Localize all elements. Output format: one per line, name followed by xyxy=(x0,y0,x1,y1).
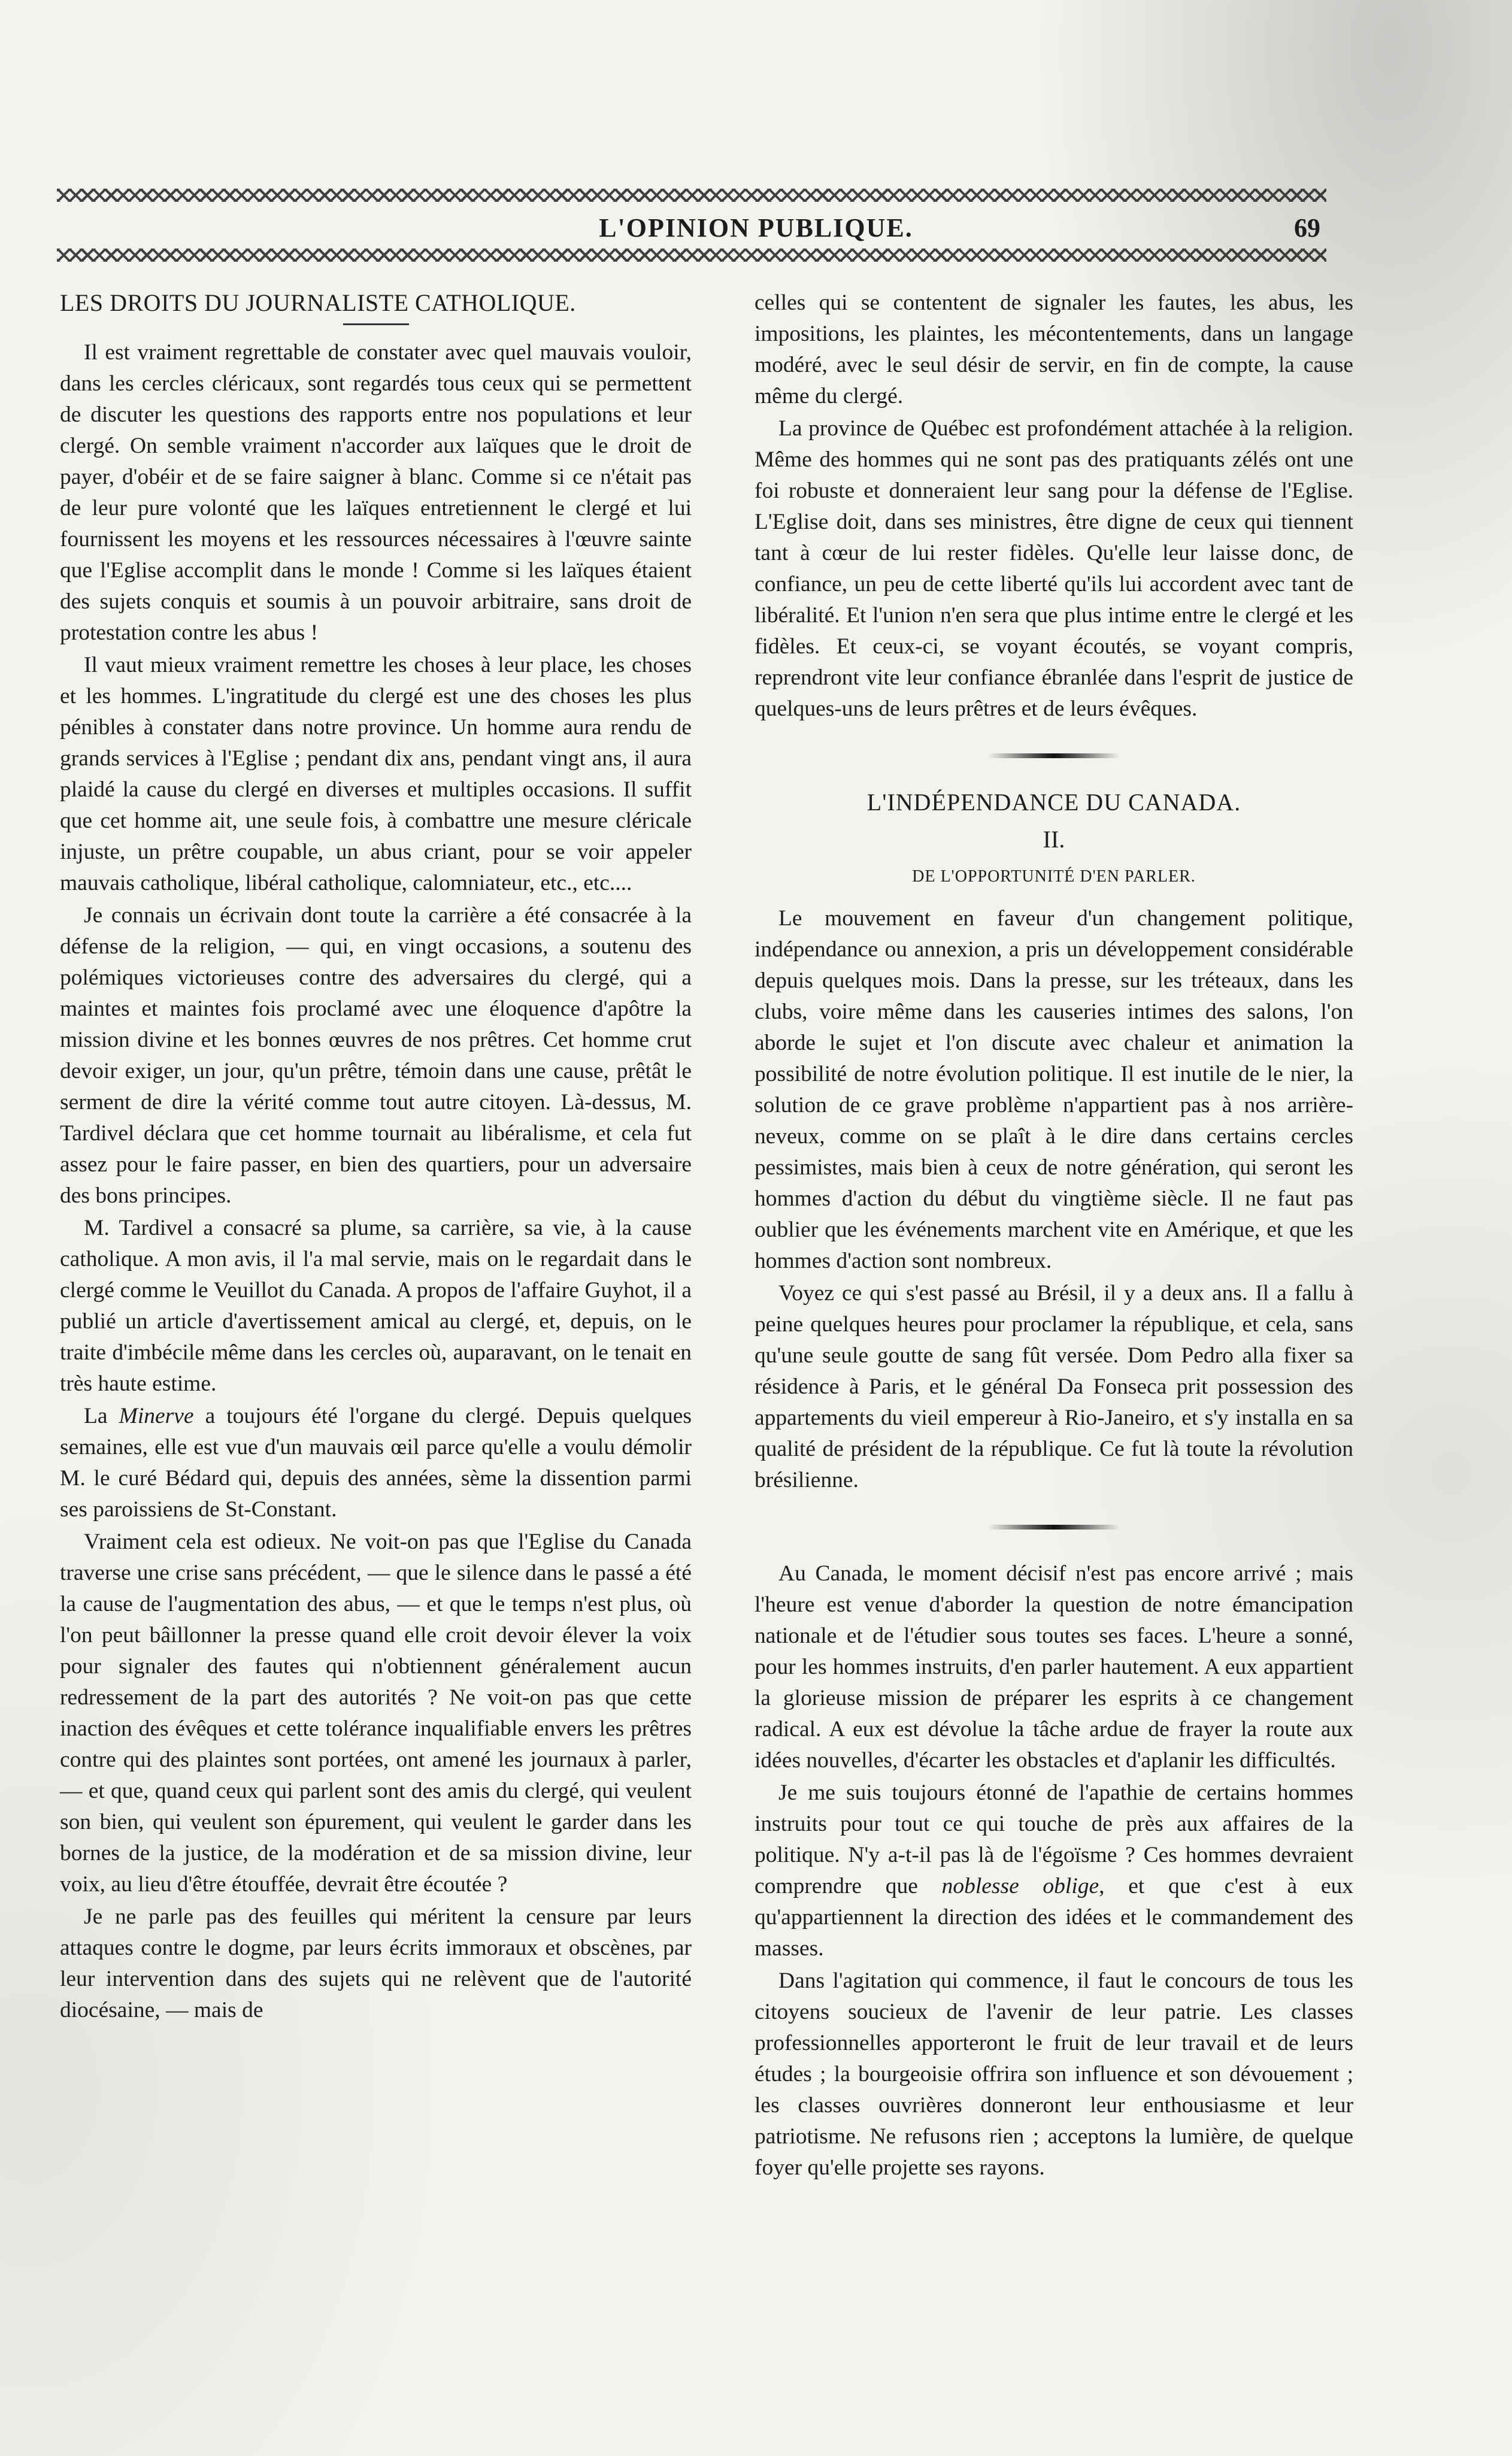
section-ornament xyxy=(988,753,1120,758)
paragraph-minerve xyxy=(60,1401,692,1525)
page-number: 69 xyxy=(1294,213,1320,243)
section-ornament xyxy=(988,1525,1120,1530)
noblesse-oblige-phrase: noblesse oblige xyxy=(941,1874,1099,1898)
header-rule-bottom xyxy=(57,249,1326,262)
article-heading-left: LES DROITS DU JOURNALISTE CATHOLIQUE. xyxy=(60,289,576,316)
paragraph: celles qui se contentent de signaler les fautes, les abus, les impositions, les plaintes, les mécontentements, dans un langage modéré, avec le seul désir de servir, en fin de compte, la cause même du clergé. xyxy=(755,290,1353,408)
paragraph: Il vaut mieux vraiment remettre les choses à leur place, les choses et les hommes. L'ingratitude du clergé est une des choses les plus pénibles à constater dans notre province. Un homme aura rendu de grands services à l'Eglise ; pendant dix ans, pendant vingt ans, il aura plaidé la cause du clergé en diverses et multiples occasions. Il suffit que cet homme ait, une seule fois, à combattre une mesure cléricale injuste, un prêtre coupable, un abus criant, pour se voir appeler mauvais catholique, libéral catholique, calomniateur, etc., etc.... xyxy=(60,653,692,895)
page-title: L'OPINION PUBLIQUE. xyxy=(599,213,913,243)
text-run: a toujours été l'organe du clergé. Depuis quelques semaines, elle est vue d'un mauvais œil parce qu'elle a voulu démolir M. le curé Bédard qui, depuis des années, sème la dissention parmi ses paroissiens de St-Constant. xyxy=(60,1404,692,1522)
paragraph: Voyez ce qui s'est passé au Brésil, il y a deux ans. Il a fallu à peine quelques heures pour proclamer la république, et cela, sans qu'une seule goutte de sang fût versée. Dom Pedro alla fixer sa résidence à Paris, et le général Da Fonseca prit possession des appartements du vieil empereur à Rio-Janeiro, et s'y installa en sa qualité de président de la république. Ce fut là toute la révolution brésilienne. xyxy=(755,1281,1353,1492)
left-column xyxy=(60,287,692,2027)
paragraph: Dans l'agitation qui commence, il faut le concours de tous les citoyens soucieux de l'avenir de leur patrie. Les classes professionnelles apporteront le fruit de leur travail et de leurs études ; la bourgeoisie offrira son influence et son dévouement ; les classes ouvrières donneront leur enthousiasme et leur patriotisme. Ne refusons rien ; acceptons la lumière, de quelque foyer qu'elle projette ses rayons. xyxy=(755,1969,1353,2180)
section-subtitle: DE L'OPPORTUNITÉ D'EN PARLER. xyxy=(912,867,1196,886)
paragraph: La province de Québec est profondément attachée à la religion. Même des hommes qui ne sont pas des pratiquants zélés ont une foi robuste et donneraient leur sang pour la défense de l'Eglise. L'Eglise doit, dans ses ministres, être digne de ceux qui tiennent tant à cœur de lui rester fidèles. Qu'elle leur laisse donc, de confiance, un peu de cette liberté qu'ils lui accordent avec tant de libéralité. Et l'union n'en sera que plus intime entre le clergé et les fidèles. Et ceux-ci, se voyant écoutés, se voyant compris, reprendront vite leur confiance ébranlée dans l'esprit de justice de quelques-uns de leurs prêtres et de leurs évêques. xyxy=(755,416,1353,721)
paragraph-noblesse xyxy=(755,1777,1353,1964)
heading-dash xyxy=(343,323,409,325)
paragraph: Il est vraiment regrettable de constater avec quel mauvais vouloir, dans les cercles cléricaux, sont regardés tous ceux qui se permettent de discuter les questions des rapports entre nos populations et leur clergé. On semble vraiment n'accorder aux laïques que le droit de payer, d'obéir et de se faire saigner à blanc. Comme si ce n'était pas de leur pure volonté que les laïques entretiennent le clergé et lui fournissent les moyens et les ressources nécessaires à l'œuvre sainte que l'Eglise accomplit dans le monde ! Comme si les laïques étaient des sujets conquis et soumis à un pouvoir arbitraire, sans droit de protestation contre les abus ! xyxy=(60,340,692,645)
text-run: La xyxy=(84,1404,119,1428)
paragraph: Je ne parle pas des feuilles qui méritent la censure par leurs attaques contre le dogme, par leurs écrits immoraux et obscènes, par leur intervention dans des sujets qui ne relèvent que de l'autorité diocésaine, — mais de xyxy=(60,1904,692,2022)
paragraph: Le mouvement en faveur d'un changement politique, indépendance ou annexion, a pris un développement considérable depuis quelques mois. Dans la presse, sur les tréteaux, dans les clubs, voire même dans les causeries intimes des salons, l'on aborde le sujet et l'on discute avec chaleur et animation la possibilité de notre évolution politique. Il est inutile de le nier, la solution de ce grave problème n'appartient pas à nos arrière-neveux, comme on se plaît à le dire dans certains cercles pessimistes, mais bien à ceux de notre génération, qui seront les hommes d'action du début du vingtième siècle. Il ne faut pas oublier que les événements marchent vite en Amérique, et que les hommes d'action sont nombreux. xyxy=(755,906,1353,1273)
article-heading-right: L'INDÉPENDANCE DU CANADA. xyxy=(866,789,1241,816)
paragraph: Au Canada, le moment décisif n'est pas encore arrivé ; mais l'heure est venue d'aborder la question de notre émancipation nationale et de l'étudier sous toutes ses faces. L'heure a sonné, pour les hommes instruits, d'en parler hautement. A eux appartient la glorieuse mission de préparer les esprits à ce changement radical. A eux est dévolue la tâche ardue de frayer la route aux idées nouvelles, d'écarter les obstacles et d'aplanir les difficultés. xyxy=(755,1561,1353,1773)
text-run: , et que c'est à eux qu'appartiennent la direction des idées et le commandement des masses. xyxy=(755,1874,1353,1961)
paragraph: Je connais un écrivain dont toute la carrière a été consacrée à la défense de la religion, — qui, en vingt occasions, a soutenu des polémiques victorieuses contre des adversaires du clergé, qui a maintes et maintes fois proclamé avec une éloquence d'apôtre la mission divine et les bonnes œuvres de nos prêtres. Cet homme crut devoir exiger, un jour, qu'un prêtre, témoin dans une cause, prêtât le serment de dire la vérité comme tout autre citoyen. Là-dessus, M. Tardivel déclara que cet homme tournait au libéralisme, et cela fut assez pour le faire passer, en bien des quartiers, pour un adversaire des bons principes. xyxy=(60,903,692,1208)
right-column xyxy=(755,287,1353,2185)
paragraph: Vraiment cela est odieux. Ne voit-on pas que l'Eglise du Canada traverse une crise sans précédent, — que le silence dans le passé a été la cause de l'augmentation des abus, — et que le temps n'est plus, où l'on peut bâillonner la presse quand elle croit devoir élever la voix pour signaler des fautes qui n'obtiennent généralement aucun redressement de la part des autorités ? Ne voit-on pas que cette inaction des évêques et cette tolérance inqualifiable envers les prêtres contre qui des plaintes sont portées, ont amené les journaux à parler, — et que, quand ceux qui parlent sont des amis du clergé, qui veulent son bien, qui veulent son épurement, qui veulent le garder dans les bornes de la justice, de la modération et de sa mission divine, leur voix, au lieu d'être étouffée, devrait être écoutée ? xyxy=(60,1530,692,1897)
header-rule-top xyxy=(57,189,1326,202)
paragraph: M. Tardivel a consacré sa plume, sa carrière, sa vie, à la cause catholique. A mon avis, il l'a mal servie, mais on le regardait dans le clergé comme le Veuillot du Canada. A propos de l'affaire Guyhot, il a publié un article d'avertissement amical au clergé, et, depuis, on le traite d'imbécile même dans les cercles où, auparavant, on le tenait en très haute estime. xyxy=(60,1216,692,1396)
section-number: II. xyxy=(1043,826,1065,853)
journal-name: Minerve xyxy=(119,1404,194,1428)
text-run: Je me suis toujours étonné de l'apathie de certains hommes instruits pour tout ce qui touche de près aux affaires de la politique. N'y a-t-il pas là de l'égoïsme ? Ces hommes devraient comprendre que xyxy=(755,1780,1353,1898)
